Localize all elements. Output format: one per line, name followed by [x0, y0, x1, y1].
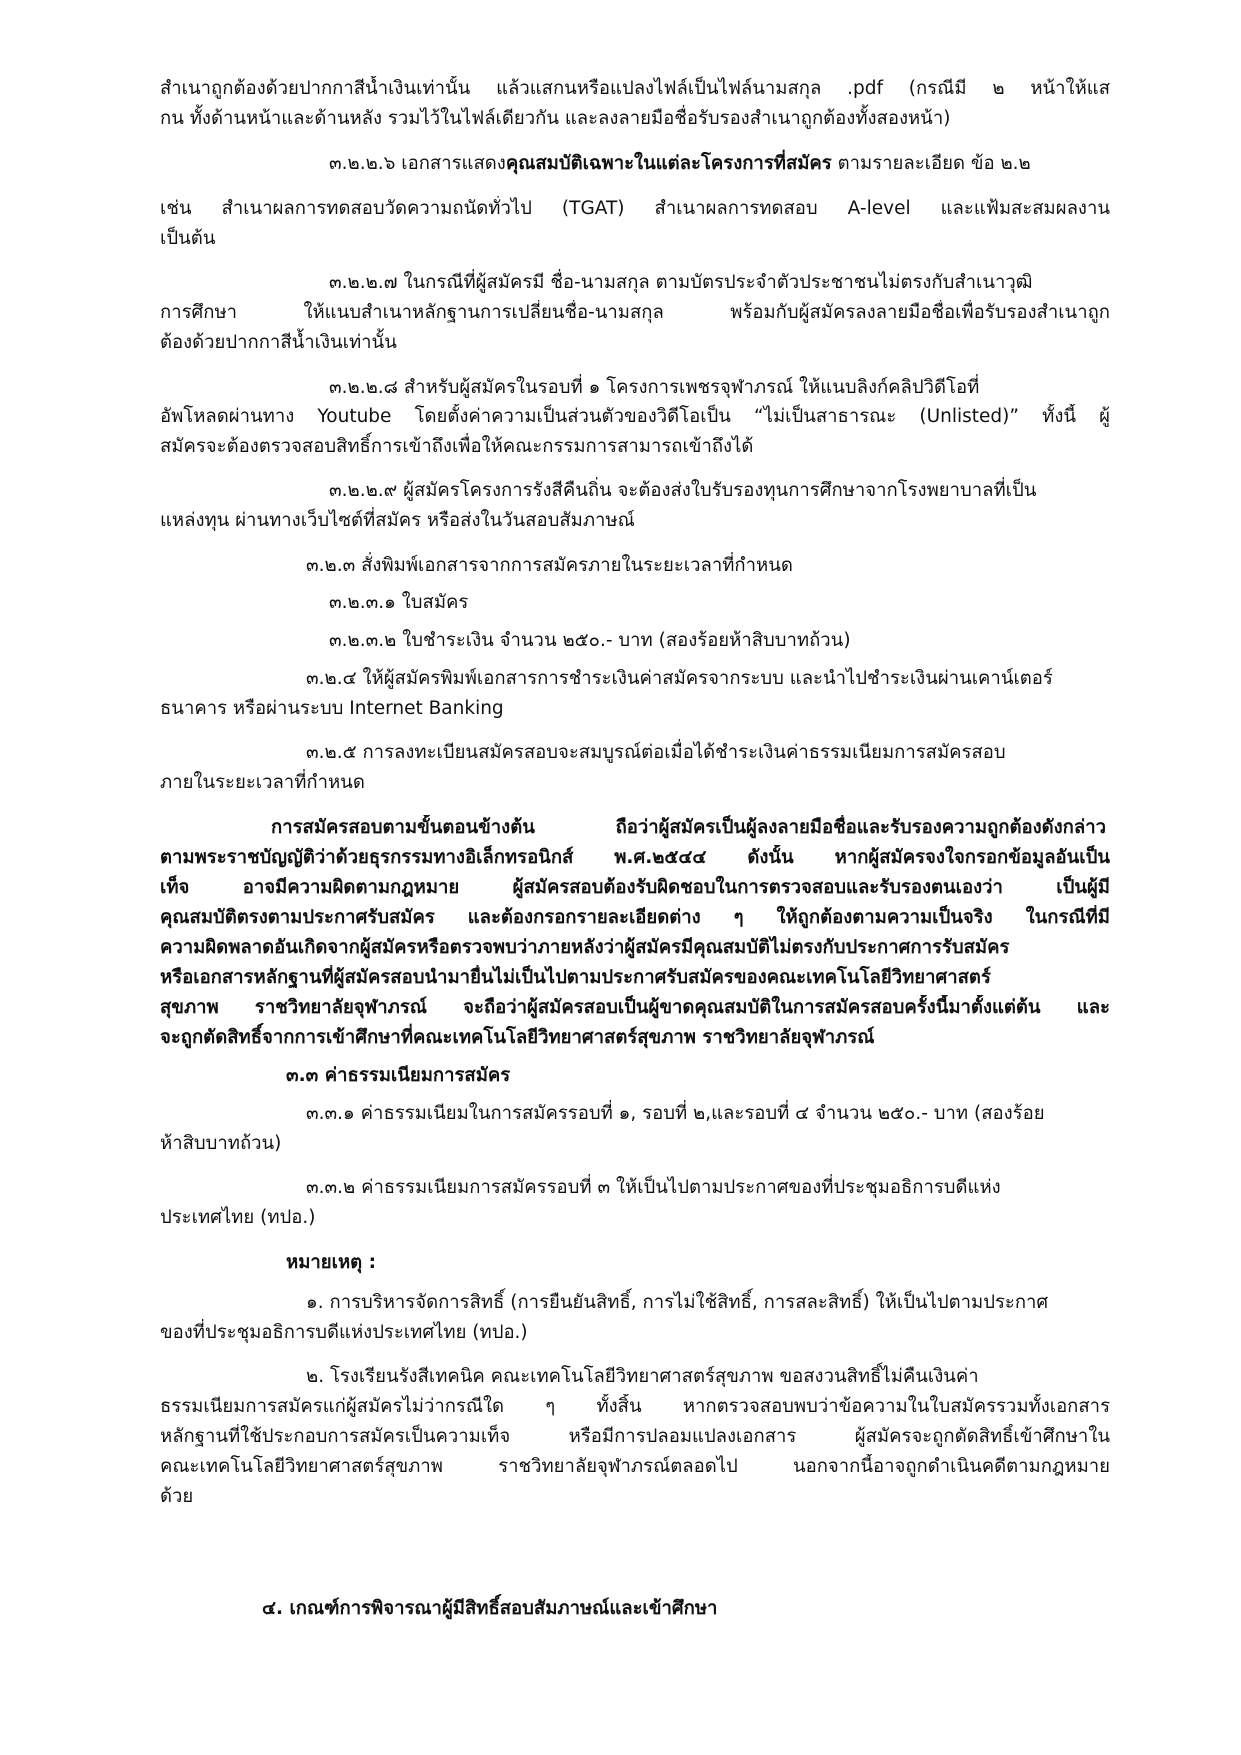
- text-segment: เช่น สำเนาผลการทดสอบวัดความถนัดทั่วไป (TGAT) สำเนาผลการทดสอบ A-level และแฟ้มสะสมผลงาน: [160, 198, 1110, 219]
- text-segment: ธนาคาร หรือผ่านระบบ Internet Banking: [160, 698, 504, 719]
- text-segment: ๒. โรงเรียนรังสีเทคนิค คณะเทคโนโลยีวิทยาศาสตร์สุขภาพ ขอสงวนสิทธิ์ไม่คืนเงินค่า: [306, 1366, 979, 1387]
- text-line: [160, 1205, 315, 1231]
- text-line: [306, 740, 1006, 766]
- text-segment: ๓.๒.๒.๘ สำหรับผู้สมัครในรอบที่ ๑ โครงการเพชรจุฬาภรณ์ ให้แนบลิงก์คลิปวิดีโอที่: [329, 377, 980, 398]
- text-segment: ๓.๒.๒.๙ ผู้สมัครโครงการรังสีคืนถิ่น จะต้องส่งใบรับรองทุนการศึกษาจากโรงพยาบาลที่เป็น: [329, 480, 1037, 501]
- text-segment: เป็นต้น: [160, 228, 216, 249]
- text-segment: ๓.๒.๕ การลงทะเบียนสมัครสอบจะสมบูรณ์ต่อเมื่อได้ชำระเงินค่าธรรมเนียมการสมัครสอบ: [306, 742, 1006, 763]
- text-line: [160, 845, 1110, 871]
- text-segment: ภายในระยะเวลาที่กำหนด: [160, 772, 365, 793]
- text-line: [160, 434, 753, 460]
- bold-text: การสมัครสอบตามขั้นตอนข้างต้น ถือว่าผู้สมัครเป็นผู้ลงลายมือชื่อและรับรองความถูกต้องดังกล่าว: [271, 817, 1106, 838]
- text-segment: ๓.๒.๔ ให้ผู้สมัครพิมพ์เอกสารการชำระเงินค่าสมัครจากระบบ และนำไปชำระเงินผ่านเคาน์เตอร์: [306, 668, 1053, 689]
- text-segment: ๓.๒.๓ สั่งพิมพ์เอกสารจากการสมัครภายในระยะเวลาที่กำหนด: [306, 555, 793, 576]
- text-segment: แหล่งทุน ผ่านทางเว็บไซต์ที่สมัคร หรือส่งในวันสอบสัมภาษณ์: [160, 510, 635, 531]
- text-line: [329, 375, 979, 401]
- text-line: [160, 995, 1110, 1021]
- text-line: [329, 151, 1031, 177]
- text-segment: ประเทศไทย (ทปอ.): [160, 1207, 316, 1228]
- text-line: [160, 330, 397, 356]
- text-segment: ๓.๓.๒ ค่าธรรมเนียมการสมัครรอบที่ ๓ ให้เป็นไปตามประกาศของที่ประชุมอธิการบดีแห่ง: [306, 1177, 1001, 1198]
- text-line: [160, 1394, 1110, 1420]
- text-segment: ๓.๓.๑ ค่าธรรมเนียมในการสมัครรอบที่ ๑, รอบที่ ๒,และรอบที่ ๔ จำนวน ๒๕๐.- บาท (สองร้อย: [306, 1103, 1045, 1124]
- text-line: [160, 905, 1110, 931]
- text-line: [160, 1484, 193, 1510]
- text-segment: อัพโหลดผ่านทาง Youtube โดยตั้งค่าความเป็นส่วนตัวของวิดีโอเป็น “ไม่เป็นสาธารณะ (Unlisted)” ทั้งนี้ ผู้: [160, 406, 1110, 427]
- text-segment: ๓.๒.๒.๗ ในกรณีที่ผู้สมัครมี ชื่อ-นามสกุล ตามบัตรประจำตัวประชาชนไม่ตรงกับสำเนาวุฒิ: [329, 272, 1033, 293]
- text-segment: ธรรมเนียมการสมัครแก่ผู้สมัครไม่ว่ากรณีใด ๆ ทั้งสิ้น หากตรวจสอบพบว่าข้อความในใบสมัครรวมทั้งเอกสาร: [160, 1396, 1110, 1417]
- text-segment: หลักฐานที่ใช้ประกอบการสมัครเป็นความเท็จ หรือมีการปลอมแปลงเอกสาร ผู้สมัครจะถูกตัดสิทธิ์เข้าศึกษาใน: [160, 1426, 1110, 1447]
- text-segment: ๓.๒.๓.๒ ใบชำระเงิน จำนวน ๒๕๐.- บาท (สองร้อยห้าสิบบาทถ้วน): [329, 630, 851, 651]
- bold-text: หรือเอกสารหลักฐานที่ผู้สมัครสอบนำมายื่นไม่เป็นไปตามประกาศรับสมัครของคณะเทคโนโลยีวิทยาศาสตร์: [160, 967, 991, 988]
- text-line: [329, 478, 1036, 504]
- text-line: [160, 770, 365, 796]
- text-line: [286, 1250, 376, 1276]
- text-segment: สำเนาถูกต้องด้วยปากกาสีน้ำเงินเท่านั้น แล้วแสกนหรือแปลงไฟล์เป็นไฟล์นามสกุล .pdf (กรณีมี ๒ หน้าให้แส: [160, 78, 1110, 99]
- text-line: [329, 590, 468, 616]
- text-line: [160, 508, 635, 534]
- text-line: [160, 1424, 1110, 1450]
- bold-text: จะถูกตัดสิทธิ์จากการเข้าศึกษาที่คณะเทคโนโลยีวิทยาศาสตร์สุขภาพ ราชวิทยาลัยจุฬาภรณ์: [160, 1027, 875, 1048]
- text-segment: ๓.๒.๓.๑ ใบสมัคร: [329, 592, 469, 613]
- text-line: [160, 76, 1110, 102]
- bold-text: สุขภาพ ราชวิทยาลัยจุฬาภรณ์ จะถือว่าผู้สมัครสอบเป็นผู้ขาดคุณสมบัติในการสมัครสอบครั้งนี้มาตั้งแต่ต้น และ: [160, 997, 1110, 1018]
- text-line: [306, 553, 793, 579]
- bold-text: หมายเหตุ :: [286, 1252, 376, 1273]
- text-segment: การศึกษา ให้แนบสำเนาหลักฐานการเปลี่ยนชื่อ-นามสกุล พร้อมกับผู้สมัครลงลายมือชื่อเพื่อรับรองสำเนาถูก: [160, 302, 1110, 323]
- text-segment: กน ทั้งด้านหน้าและด้านหลัง รวมไว้ในไฟล์เดียวกัน และลงลายมือชื่อรับรองสำเนาถูกต้องทั้งสองหน้า): [160, 108, 951, 129]
- text-line: [160, 696, 504, 722]
- text-line: [286, 1063, 510, 1089]
- text-line: [160, 965, 1090, 991]
- text-line: [160, 300, 1110, 326]
- text-segment: ๑. การบริหารจัดการสิทธิ์ (การยืนยันสิทธิ์, การไม่ใช้สิทธิ์, การสละสิทธิ์) ให้เป็นไปตามประกาศ: [306, 1292, 1049, 1313]
- text-line: [160, 875, 1110, 901]
- text-segment: ตามรายละเอียด ข้อ ๒.๒: [831, 153, 1031, 174]
- bold-text: คุณสมบัติตรงตามประกาศรับสมัคร และต้องกรอกรายละเอียดต่าง ๆ ให้ถูกต้องตามความเป็นจริง ในกรณีที่มี: [160, 907, 1110, 928]
- text-line: [160, 226, 215, 252]
- bold-text: ๓.๓ ค่าธรรมเนียมการสมัคร: [286, 1065, 511, 1086]
- text-segment: ด้วย: [160, 1486, 194, 1507]
- text-line: [160, 106, 950, 132]
- text-segment: ห้าสิบบาทถ้วน): [160, 1133, 282, 1154]
- text-line: [160, 1454, 1110, 1480]
- text-segment: ของที่ประชุมอธิการบดีแห่งประเทศไทย (ทปอ.): [160, 1322, 528, 1343]
- text-segment: คณะเทคโนโลยีวิทยาศาสตร์สุขภาพ ราชวิทยาลัยจุฬาภรณ์ตลอดไป นอกจากนี้อาจถูกดำเนินคดีตามกฎหมาย: [160, 1456, 1110, 1477]
- text-line: [306, 1290, 1048, 1316]
- bold-text: ตามพระราชบัญญัติว่าด้วยธุรกรรมทางอิเล็กทรอนิกส์ พ.ศ.๒๕๔๔ ดังนั้น หากผู้สมัครจงใจกรอกข้อมูลอันเป็น: [160, 847, 1110, 868]
- text-line: [271, 815, 1106, 841]
- text-segment: ต้องด้วยปากกาสีน้ำเงินเท่านั้น: [160, 332, 397, 353]
- text-line: [160, 404, 1110, 430]
- text-line: [306, 1175, 1001, 1201]
- text-line: [306, 666, 1053, 692]
- text-line: [160, 1025, 874, 1051]
- text-line: [160, 1131, 281, 1157]
- text-line: [329, 628, 851, 654]
- text-line: [306, 1101, 1045, 1127]
- text-segment: สมัครจะต้องตรวจสอบสิทธิ์การเข้าถึงเพื่อให้คณะกรรมการสามารถเข้าถึงได้: [160, 436, 754, 457]
- text-line: [262, 1596, 717, 1622]
- bold-text: ความผิดพลาดอันเกิดจากผู้สมัครหรือตรวจพบว่าภายหลังว่าผู้สมัครมีคุณสมบัติไม่ตรงกับประกาศการรับสมัคร: [160, 937, 1010, 958]
- bold-text: ๔. เกณฑ์การพิจารณาผู้มีสิทธิ์สอบสัมภาษณ์และเข้าศึกษา: [262, 1598, 718, 1619]
- text-segment: ๓.๒.๒.๖ เอกสารแสดง: [329, 153, 506, 174]
- bold-text: คุณสมบัติเฉพาะในแต่ละโครงการที่สมัคร: [505, 153, 832, 174]
- text-line: [329, 270, 1033, 296]
- bold-text: เท็จ อาจมีความผิดตามกฎหมาย ผู้สมัครสอบต้องรับผิดชอบในการตรวจสอบและรับรองตนเองว่า เป็นผู้มี: [160, 877, 1110, 898]
- text-line: [160, 935, 1110, 961]
- text-line: [160, 196, 1110, 222]
- text-line: [306, 1364, 979, 1390]
- text-line: [160, 1320, 528, 1346]
